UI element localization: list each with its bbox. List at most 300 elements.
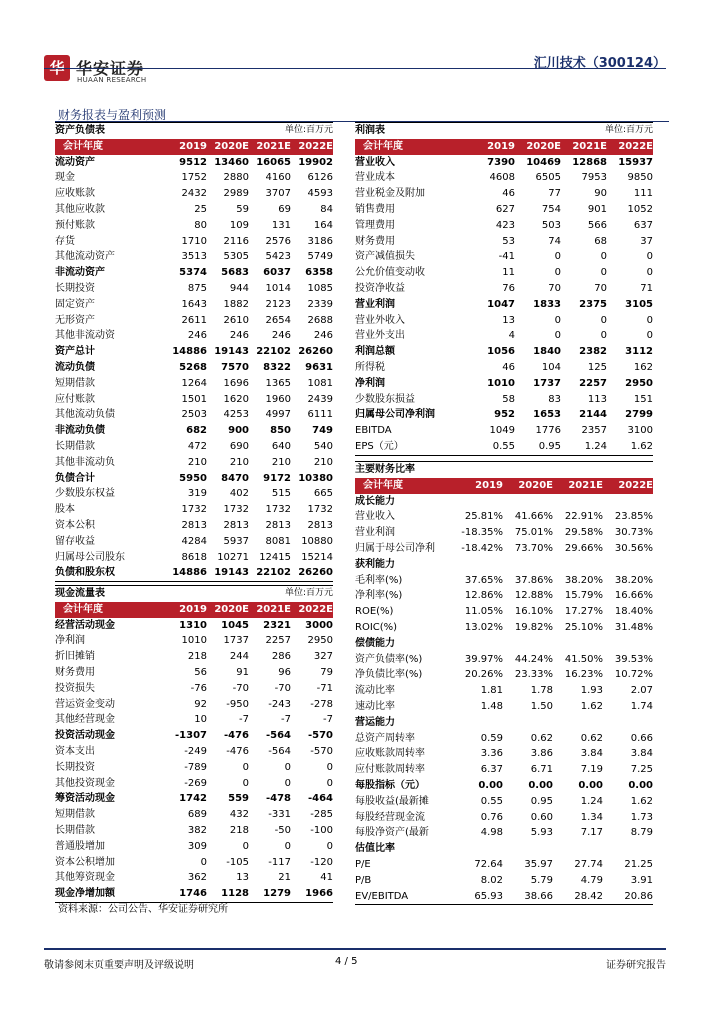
table-row [55, 202, 333, 218]
table-row [55, 344, 333, 360]
table-title-row [355, 461, 653, 478]
row-label: 应收账款 [55, 188, 95, 200]
cell-value: 2950 [307, 635, 333, 647]
cell-value: 79 [320, 666, 333, 678]
row-label: 其他筹资现金 [55, 872, 115, 884]
table-row [355, 636, 653, 652]
table-row [355, 557, 653, 573]
cell-value: 210 [229, 456, 249, 468]
balance-sheet-table [55, 122, 333, 582]
row-label: 净利润 [55, 635, 85, 647]
cell-value: 7570 [221, 361, 249, 373]
cell-value: 58 [502, 393, 515, 405]
row-label: 现金 [55, 172, 75, 184]
table-row [55, 218, 333, 234]
cell-value: 90 [594, 188, 607, 200]
cell-value: 1310 [179, 619, 207, 631]
row-label: ROIC(%) [355, 621, 398, 633]
column-header: 2022E [298, 140, 333, 152]
table-row [55, 455, 333, 471]
row-label: 营业利润 [355, 298, 395, 310]
row-label: EBITDA [355, 425, 392, 437]
cell-value: 0 [600, 314, 607, 326]
cell-value: 0.59 [480, 732, 503, 744]
cell-value: 2382 [579, 346, 607, 358]
cell-value [603, 494, 653, 510]
cell-value: 1710 [181, 235, 207, 247]
cell-value: 10271 [217, 551, 249, 563]
row-label: 无形资产 [55, 314, 95, 326]
cell-value: 2688 [307, 314, 333, 326]
table-row [55, 313, 333, 329]
table-row [355, 857, 653, 873]
cell-value: 1056 [487, 346, 515, 358]
table-row [355, 344, 653, 360]
table-row [355, 825, 653, 841]
table-header-row [355, 139, 653, 155]
table-header-row [55, 602, 333, 618]
cell-value: -464 [307, 793, 333, 805]
row-label: 营业成本 [355, 172, 395, 184]
cell-value: 4997 [265, 409, 291, 421]
row-label: 其他非流动负 [55, 456, 115, 468]
table-row [55, 565, 333, 582]
cell-value: 382 [187, 824, 207, 836]
cell-value: 164 [313, 219, 333, 231]
cell-value: 286 [271, 651, 291, 663]
row-label: 长期借款 [55, 824, 95, 836]
column-header: 2019 [179, 140, 207, 152]
cell-value: 6.37 [480, 764, 503, 776]
table-row [355, 541, 653, 557]
cell-value: 20.26% [464, 669, 503, 681]
row-label: ROE(%) [355, 606, 394, 618]
cell-value: 12415 [259, 551, 291, 563]
cell-value: 0 [284, 840, 291, 852]
cell-value: 0.95 [530, 795, 553, 807]
cell-value: 319 [187, 488, 207, 500]
row-label: 营运能力 [355, 716, 395, 728]
row-label: P/E [355, 858, 371, 870]
cell-value: 70 [548, 282, 561, 294]
cell-value: 682 [186, 425, 207, 437]
table-header-row [355, 478, 653, 494]
table-header-row [55, 139, 333, 155]
table-row [55, 234, 333, 250]
cell-value: 637 [633, 219, 653, 231]
cell-value: 402 [229, 488, 249, 500]
cell-value: -278 [310, 698, 333, 710]
table-unit: 单位:百万元 [284, 588, 333, 598]
cell-value [451, 841, 503, 857]
table-unit: 单位:百万元 [284, 125, 333, 135]
table-title-row [55, 585, 333, 602]
cell-value: -7 [323, 714, 333, 726]
table-row [355, 762, 653, 778]
cell-value: 2654 [265, 314, 291, 326]
cell-value: 41.50% [564, 653, 603, 665]
column-header: 2019 [487, 140, 515, 152]
cell-value: 41 [320, 872, 333, 884]
cell-value: -1307 [175, 730, 207, 742]
cell-value: 0 [600, 267, 607, 279]
table-row [55, 297, 333, 313]
cell-value: 84 [320, 203, 333, 215]
cell-value: 2880 [223, 172, 249, 184]
table-row [355, 588, 653, 604]
cell-value: 15214 [301, 551, 333, 563]
cell-value [451, 636, 503, 652]
cell-value: 22102 [256, 567, 291, 579]
cell-value: 0 [242, 761, 249, 773]
cell-value: 2799 [625, 409, 653, 421]
cell-value: 8.02 [480, 874, 503, 886]
row-label: 存货 [55, 235, 75, 247]
cell-value: 2432 [181, 188, 207, 200]
row-label: 营业外支出 [355, 330, 405, 342]
row-label: 其他非流动资 [55, 330, 115, 342]
cell-value: -564 [268, 745, 291, 757]
cell-value: 10380 [298, 472, 333, 484]
cell-value: 6037 [263, 267, 291, 279]
cell-value: 38.66 [524, 890, 553, 902]
cell-value: 0.62 [580, 732, 603, 744]
cell-value [553, 715, 603, 731]
cell-value: 151 [633, 393, 653, 405]
cell-value: 1.62 [580, 700, 603, 712]
cell-value: 111 [633, 188, 653, 200]
row-label: 净负债比率(%) [355, 669, 423, 681]
cell-value: 3112 [625, 346, 653, 358]
cell-value: 4253 [223, 409, 249, 421]
cell-value: 1.34 [580, 811, 603, 823]
table-row [355, 186, 653, 202]
cell-value: 6.71 [530, 764, 553, 776]
cell-value: 0 [600, 330, 607, 342]
row-label: 预付账款 [55, 219, 95, 231]
cell-value: 0 [646, 251, 653, 263]
cell-value: 7390 [487, 156, 515, 168]
cell-value: 0.66 [630, 732, 653, 744]
cell-value: 46 [502, 361, 515, 373]
table-row [55, 376, 333, 392]
cell-value: 19143 [214, 567, 249, 579]
cell-value: -7 [281, 714, 291, 726]
table-title: 主要财务比率 [355, 464, 415, 475]
cell-value: 2357 [581, 425, 607, 437]
row-label: 其他应收款 [55, 203, 105, 215]
cell-value: 627 [495, 203, 515, 215]
row-label: P/B [355, 874, 372, 886]
cell-value: 2144 [579, 409, 607, 421]
cell-value: 1732 [181, 504, 207, 516]
cell-value: 69 [278, 203, 291, 215]
cell-value: 26260 [298, 567, 333, 579]
cell-value: -120 [310, 856, 333, 868]
cell-value: -476 [226, 745, 249, 757]
cell-value: 1737 [223, 635, 249, 647]
cell-value: 0 [554, 314, 561, 326]
cell-value: 125 [587, 361, 607, 373]
cell-value: 12.86% [464, 590, 503, 602]
row-label: 短期借款 [55, 377, 95, 389]
cell-value: -476 [223, 730, 249, 742]
header-divider [44, 68, 666, 69]
row-label: 每股净资产(最新 [355, 827, 429, 839]
cell-value [553, 636, 603, 652]
table-row [55, 550, 333, 566]
cell-value: 9172 [263, 472, 291, 484]
cell-value: 80 [194, 219, 207, 231]
cell-value: 4593 [307, 188, 333, 200]
cell-value: 162 [633, 361, 653, 373]
table-row [355, 423, 653, 439]
cell-value: 19.82% [514, 621, 553, 633]
cell-value: 1081 [307, 377, 333, 389]
cell-value: 104 [541, 361, 561, 373]
cell-value: 71 [640, 282, 653, 294]
cell-value: 749 [312, 425, 333, 437]
cell-value: 5683 [221, 267, 249, 279]
table-row [55, 471, 333, 487]
cell-value: 3.84 [630, 748, 653, 760]
cell-value: 109 [229, 219, 249, 231]
row-label: 资产减值损失 [355, 251, 415, 263]
brand-subtitle: HUAAN RESEARCH [77, 76, 147, 84]
cell-value: 13460 [214, 156, 249, 168]
table-row [355, 281, 653, 297]
income-statement-table [355, 122, 653, 456]
table-row [55, 823, 333, 839]
row-label: 流动负债 [55, 361, 95, 373]
cell-value: 1.62 [630, 795, 653, 807]
cell-value: 37.65% [464, 574, 503, 586]
cell-value: 2257 [579, 377, 607, 389]
table-row [55, 486, 333, 502]
cell-value: 2813 [181, 519, 207, 531]
row-label: 每股经营现金流 [355, 811, 425, 823]
table-row [355, 313, 653, 329]
table-row [355, 155, 653, 171]
table-row [355, 652, 653, 668]
table-row [355, 573, 653, 589]
cell-value: 72.64 [474, 858, 503, 870]
cell-value: 540 [313, 440, 333, 452]
cell-value: 12.88% [514, 590, 553, 602]
table-row [355, 778, 653, 794]
cell-value: 1.24 [580, 795, 603, 807]
cell-value: 35.97 [524, 858, 553, 870]
table-row [55, 744, 333, 760]
cell-value [603, 557, 653, 573]
table-row [355, 494, 653, 510]
cell-value: 2611 [181, 314, 207, 326]
row-label: 应收账款周转率 [355, 748, 425, 760]
row-label: 负债和股东权 [55, 567, 115, 579]
cell-value: 56 [194, 666, 207, 678]
cell-value: 0 [600, 251, 607, 263]
row-label: 速动比率 [355, 700, 395, 712]
cell-value: 7.17 [580, 827, 603, 839]
cell-value: 0.00 [528, 779, 553, 791]
cell-value: 0 [646, 330, 653, 342]
cell-value: 640 [271, 440, 291, 452]
cell-value: 246 [313, 330, 333, 342]
row-label: 长期投资 [55, 761, 95, 773]
table-row [55, 392, 333, 408]
cell-value: 754 [541, 203, 561, 215]
disclaimer-text: 敬请参阅末页重要声明及评级说明 [44, 960, 194, 971]
cell-value: 0 [326, 840, 333, 852]
cell-value: 362 [187, 872, 207, 884]
cell-value: 1.24 [584, 440, 607, 452]
cell-value: 29.58% [564, 527, 603, 539]
cell-value: -285 [310, 809, 333, 821]
cell-value: -331 [268, 809, 291, 821]
table-row [55, 649, 333, 665]
cell-value: 65.93 [474, 890, 503, 902]
row-label: 资产总计 [55, 346, 95, 358]
table-row [355, 683, 653, 699]
table-row [55, 502, 333, 518]
cell-value: 59 [236, 203, 249, 215]
cell-value: 2989 [223, 188, 249, 200]
row-label: 成长能力 [355, 495, 395, 507]
cell-value: 5374 [179, 267, 207, 279]
cell-value: 2610 [223, 314, 249, 326]
cell-value: 4.79 [580, 874, 603, 886]
table-row [355, 297, 653, 313]
row-label: 每股收益(最新摊 [355, 795, 429, 807]
cell-value: -478 [265, 793, 291, 805]
cell-value: 0 [284, 761, 291, 773]
cell-value: 1.50 [530, 700, 553, 712]
cell-value: 5305 [223, 251, 249, 263]
cell-value: 4284 [181, 535, 207, 547]
cell-value: -789 [184, 761, 207, 773]
row-label: 其他投资现金 [55, 777, 115, 789]
cell-value: 83 [548, 393, 561, 405]
row-label: 利润总额 [355, 346, 395, 358]
row-label: 销售费用 [355, 203, 395, 215]
cell-value: 29.66% [564, 542, 603, 554]
cell-value: 131 [271, 219, 291, 231]
cell-value: 9850 [627, 172, 653, 184]
cell-value: -18.42% [461, 542, 503, 554]
cell-value: -70 [232, 682, 249, 694]
cell-value [503, 841, 553, 857]
table-row [355, 249, 653, 265]
cell-value: -249 [184, 745, 207, 757]
cell-value: 900 [228, 425, 249, 437]
table-title-row [355, 122, 653, 139]
table-row [355, 889, 653, 906]
row-label: 偿债能力 [355, 637, 395, 649]
cell-value: 77 [548, 188, 561, 200]
cell-value: 70 [594, 282, 607, 294]
cell-value: 9631 [305, 361, 333, 373]
cell-value: 2576 [265, 235, 291, 247]
cell-value: 944 [229, 282, 249, 294]
table-row [355, 667, 653, 683]
cell-value: 1.78 [530, 685, 553, 697]
row-label: 投资活动现金 [55, 730, 115, 742]
cell-value: 1.73 [630, 811, 653, 823]
table-title: 利润表 [355, 125, 385, 136]
cell-value: 3.86 [530, 748, 553, 760]
cell-value: 423 [495, 219, 515, 231]
table-row [355, 407, 653, 423]
cell-value: 2950 [625, 377, 653, 389]
cell-value: 1833 [533, 298, 561, 310]
cell-value: 1014 [265, 282, 291, 294]
cell-value: 1085 [307, 282, 333, 294]
cell-value: 901 [587, 203, 607, 215]
cell-value: 690 [229, 440, 249, 452]
table-row [355, 794, 653, 810]
section-title: 财务报表与盈利预测 [58, 108, 167, 122]
table-row [355, 841, 653, 857]
brand-name: 华安证券 [76, 59, 145, 78]
cell-value: 2813 [265, 519, 291, 531]
cell-value: 246 [271, 330, 291, 342]
cell-value: 13 [236, 872, 249, 884]
cell-value: 74 [548, 235, 561, 247]
row-label: 投资损失 [55, 682, 95, 694]
table-row [55, 328, 333, 344]
cell-value: 16065 [256, 156, 291, 168]
cell-value: 16.10% [514, 606, 553, 618]
column-header: 2021E [256, 603, 291, 615]
cell-value: 1.81 [480, 685, 503, 697]
cell-value: 2339 [307, 298, 333, 310]
table-row [55, 360, 333, 376]
row-label: 营业利润 [355, 527, 395, 539]
cell-value: 327 [313, 651, 333, 663]
cell-value: 15937 [618, 156, 653, 168]
cell-value [503, 636, 553, 652]
table-row [55, 265, 333, 281]
cell-value: 13 [502, 314, 515, 326]
cell-value: 0 [554, 251, 561, 263]
cell-value: 31.48% [614, 621, 653, 633]
table-row [55, 681, 333, 697]
cell-value: 503 [541, 219, 561, 231]
cell-value [553, 557, 603, 573]
cell-value: 0 [554, 330, 561, 342]
row-label: 财务费用 [355, 235, 395, 247]
cell-value: 41.66% [514, 511, 553, 523]
cell-value: -76 [190, 682, 207, 694]
cell-value: 11.05% [464, 606, 503, 618]
cell-value: -71 [316, 682, 333, 694]
table-row [55, 791, 333, 807]
cell-value: -117 [268, 856, 291, 868]
row-label: 资本公积增加 [55, 856, 115, 868]
cell-value: 10 [194, 714, 207, 726]
column-header: 会计年度 [363, 140, 403, 152]
cell-value: 76 [502, 282, 515, 294]
cell-value: 3513 [181, 251, 207, 263]
row-label: 营业外收入 [355, 314, 405, 326]
cash-flow-table [55, 585, 333, 903]
cell-value: 3707 [265, 188, 291, 200]
cell-value: 15.79% [564, 590, 603, 602]
table-row [55, 839, 333, 855]
row-label: 所得税 [355, 361, 385, 373]
row-label: 投资净收益 [355, 282, 405, 294]
row-label: 流动比率 [355, 685, 395, 697]
